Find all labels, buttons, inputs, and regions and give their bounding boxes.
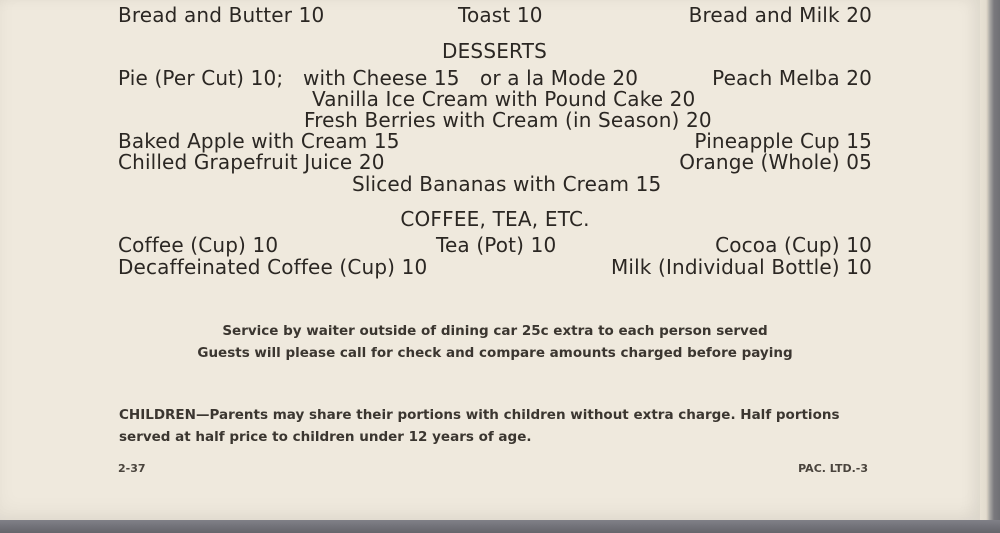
printer-code: PAC. LTD.-3	[798, 462, 868, 475]
item-pie-with-cheese: with Cheese 15	[303, 66, 460, 90]
background-strip	[0, 520, 1000, 533]
item-pineapple-cup: Pineapple Cup 15	[694, 129, 872, 153]
desserts-heading: DESSERTS	[441, 39, 548, 63]
item-pie-a-la-mode: or a la Mode 20	[480, 66, 639, 90]
item-milk: Milk (Individual Bottle) 10	[610, 255, 872, 279]
item-grapefruit-juice: Chilled Grapefruit Juice 20	[118, 150, 385, 174]
check-notice: Guests will please call for check and compare amounts charged before paying	[197, 345, 793, 361]
item-pie: Pie (Per Cut) 10;	[118, 66, 284, 90]
item-baked-apple: Baked Apple with Cream 15	[118, 129, 400, 153]
item-toast: Toast 10	[458, 3, 543, 27]
children-policy-line-2: served at half price to children under 12 years of age.	[119, 429, 532, 445]
page-edge	[980, 0, 1000, 533]
item-cocoa: Cocoa (Cup) 10	[715, 233, 872, 257]
item-bread-and-milk: Bread and Milk 20	[688, 3, 872, 27]
item-orange: Orange (Whole) 05	[679, 150, 872, 174]
form-number: 2-37	[118, 462, 146, 475]
item-vanilla-ice-cream: Vanilla Ice Cream with Pound Cake 20	[312, 87, 696, 111]
children-policy-line-1: CHILDREN—Parents may share their portions with children without extra charge. Half portions	[119, 407, 840, 423]
item-sliced-bananas: Sliced Bananas with Cream 15	[352, 172, 662, 196]
coffee-tea-heading: COFFEE, TEA, ETC.	[400, 207, 590, 231]
item-coffee: Coffee (Cup) 10	[118, 233, 279, 257]
item-decaf-coffee: Decaffeinated Coffee (Cup) 10	[118, 255, 428, 279]
item-peach-melba: Peach Melba 20	[712, 66, 872, 90]
service-charge-notice: Service by waiter outside of dining car 25c extra to each person served	[222, 323, 768, 339]
item-fresh-berries: Fresh Berries with Cream (in Season) 20	[304, 108, 712, 132]
item-bread-and-butter: Bread and Butter 10	[118, 3, 325, 27]
item-tea: Tea (Pot) 10	[436, 233, 557, 257]
